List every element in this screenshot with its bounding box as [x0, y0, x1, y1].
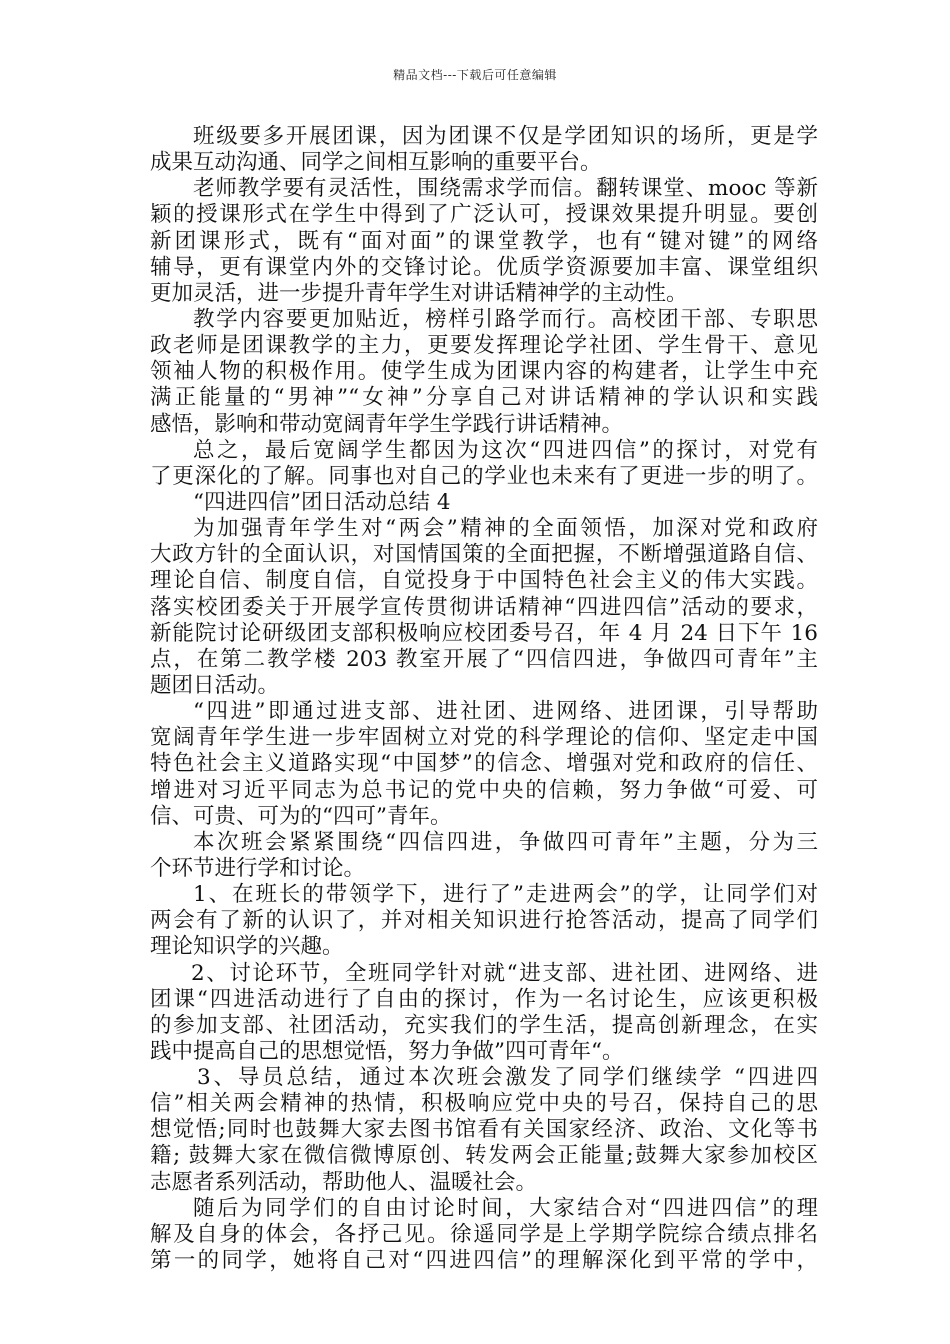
text-line: 宽阔青年学生进一步牢固树立对党的科学理论的信仰、坚定走中国	[150, 725, 818, 751]
text-line: 老师教学要有灵活性，围绕需求学而信。翻转课堂、mooc 等新	[193, 176, 818, 202]
text-line: 辅导，更有课堂内外的交锋讨论。优质学资源要加丰富、课堂组织	[150, 254, 818, 280]
text-line: “四进四信”团日活动总结 4	[193, 489, 451, 515]
text-line: 更加灵活，进一步提升青年学生对讲话精神学的主动性。	[150, 280, 688, 306]
text-line: 践中提高自己的思想觉悟，努力争做”四可青年“。	[150, 1038, 624, 1064]
text-line: 本次班会紧紧围绕“四信四进，争做四可青年”主题，分为三	[193, 829, 818, 855]
text-line: 籍; 鼓舞大家在微信微博原创、转发两会正能量;鼓舞大家参加校区	[150, 1143, 818, 1169]
text-line: 随后为同学们的自由讨论时间，大家结合对“四进四信”的理	[193, 1195, 818, 1221]
text-line: 点，在第二教学楼 203 教室开展了“四信四进，争做四可青年”主	[150, 646, 818, 672]
text-line: 了更深化的了解。同事也对自己的学业也未来有了更进一步的明了。	[150, 463, 818, 489]
text-line: 团课“四进活动进行了自由的探讨，作为一名讨论生，应该更积极	[150, 986, 818, 1012]
text-line: 政老师是团课教学的主力，更要发挥理论学社团、学生骨干、意见	[150, 333, 818, 359]
text-line: “四进”即通过进支部、进社团、进网络、进团课，引导帮助	[193, 699, 818, 725]
text-line: 第一的同学，她将自己对“四进四信”的理解深化到平常的学中，	[150, 1248, 818, 1274]
text-line: 新能院讨论研级团支部积极响应校团委号召，年 4 月 24 日下午 16	[150, 620, 818, 646]
text-line: 总之，最后宽阔学生都因为这次“四进四信”的探讨，对党有	[193, 437, 818, 463]
text-line: 想觉悟;同时也鼓舞大家去图书馆看有关国家经济、政治、文化等书	[150, 1117, 818, 1143]
text-line: 增进对习近平同志为总书记的党中央的信赖，努力争做“可爱、可	[150, 777, 818, 803]
text-line: 理论知识学的兴趣。	[150, 934, 344, 960]
text-line: 新团课形式，既有“面对面”的课堂教学，也有“键对键”的网络	[150, 228, 818, 254]
text-line: 3、导员总结，通过本次班会激发了同学们继续学 “四进四	[197, 1065, 818, 1091]
text-line: 落实校团委关于开展学宣传贯彻讲话精神“四进四信”活动的要求，	[150, 594, 818, 620]
page-header: 精品文档---下载后可任意编辑	[393, 68, 557, 82]
text-line: 成果互动沟通、同学之间相互影响的重要平台。	[150, 150, 602, 176]
text-line: 感悟，影响和带动宽阔青年学生学践行讲话精神。	[150, 411, 624, 437]
text-line: 2、讨论环节，全班同学针对就“进支部、进社团、进网络、进	[191, 960, 818, 986]
text-line: 大政方针的全面认识，对国情国策的全面把握，不断增强道路自信、	[150, 542, 818, 568]
text-line: 1、在班长的带领学下，进行了”走进两会”的学，让同学们对	[193, 882, 818, 908]
text-line: 的参加支部、社团活动，充实我们的学生活，提高创新理念，在实	[150, 1012, 818, 1038]
text-line: 班级要多开展团课，因为团课不仅是学团知识的场所，更是学	[193, 124, 818, 149]
text-line: 志愿者系列活动，帮助他人、温暖社会。	[150, 1169, 538, 1195]
text-line: 解及自身的体会，各抒己见。徐遥同学是上学期学院综合绩点排名	[150, 1221, 818, 1247]
text-line: 领袖人物的积极作用。使学生成为团课内容的构建者，让学生中充	[150, 359, 818, 385]
text-line: 题团日活动。	[150, 672, 280, 698]
text-line: 两会有了新的认识了，并对相关知识进行抢答活动，提高了同学们	[150, 908, 818, 934]
text-line: 为加强青年学生对“两会”精神的全面领悟，加深对党和政府	[193, 516, 818, 542]
text-line: 个环节进行学和讨论。	[150, 855, 366, 881]
text-line: 信”相关两会精神的热情，积极响应党中央的号召，保持自己的思	[150, 1091, 818, 1117]
text-line: 颖的授课形式在学生中得到了广泛认可，授课效果提升明显。要创	[150, 202, 818, 228]
text-line: 教学内容要更加贴近，榜样引路学而行。高校团干部、专职思	[193, 306, 818, 332]
text-line: 理论自信、制度自信，自觉投身于中国特色社会主义的伟大实践。	[150, 568, 818, 594]
text-line: 满正能量的“男神”“女神”分享自己对讲话精神的学认识和实践	[150, 385, 818, 411]
text-line: 信、可贵、可为的“四可”青年。	[150, 803, 452, 829]
document-body	[150, 124, 818, 1274]
text-line: 特色社会主义道路实现“中国梦”的信念、增强对党和政府的信任、	[150, 751, 818, 777]
